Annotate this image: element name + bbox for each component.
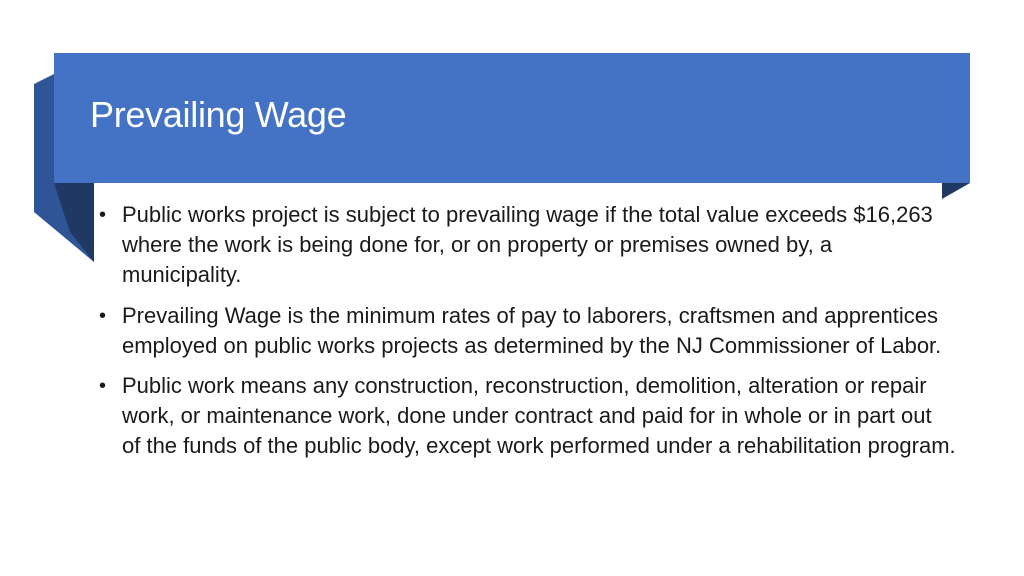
bullet-item xyxy=(96,200,956,291)
bullet-text: Public works project is subject to prevailing wage if the total value exceeds $16,263 where the work is being done for, or on property or premises owned by, a municipality. xyxy=(122,202,933,288)
bullet-dot-icon: • xyxy=(99,204,107,226)
bullet-text: Prevailing Wage is the minimum rates of pay to laborers, craftsmen and apprentices employed on public works projects as determined by the NJ Commissioner of Labor. xyxy=(122,302,942,358)
bullet-list xyxy=(96,200,956,472)
bullet-item xyxy=(96,371,956,462)
bullet-dot-icon: • xyxy=(99,304,107,327)
bullet-text: Public work means any construction, reconstruction, demolition, alteration or repair work, or maintenance work, done under contract and paid for in whole or in part out of the funds of the public body, except work performed under a rehabilitation program. xyxy=(122,373,956,459)
title-bar xyxy=(54,53,970,183)
bullet-item xyxy=(96,301,956,361)
slide-title: Prevailing Wage xyxy=(90,94,347,135)
right-fold-corner xyxy=(942,183,970,199)
bullet-dot-icon: • xyxy=(99,375,107,398)
